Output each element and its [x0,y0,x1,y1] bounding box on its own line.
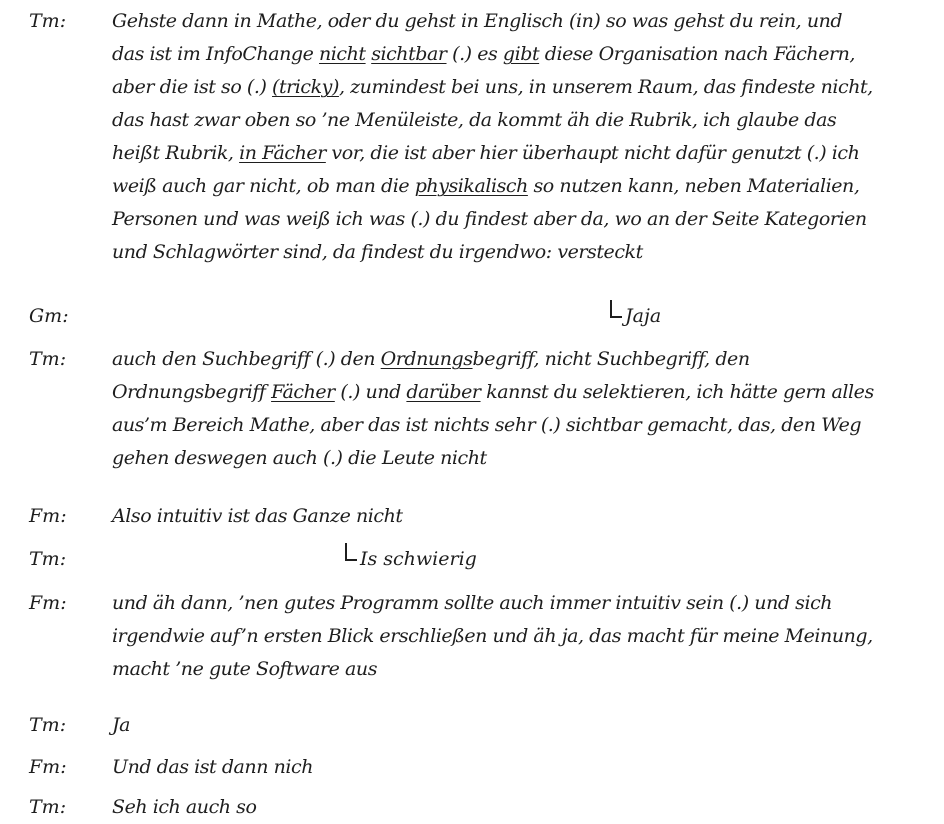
text-segment: Ja [112,714,131,736]
transcript-line [112,137,936,170]
text-segment: und Schlagwörter sind, da findest du irgendwo: versteckt [112,241,643,263]
transcript-line [112,376,936,409]
text-segment: vor, die ist aber hier überhaupt nicht dafür genutzt (.) ich [325,142,860,164]
text-segment: kannst du selektieren, ich hätte gern alles [480,381,874,403]
transcript-line [112,236,936,269]
utterance [112,709,936,742]
text-segment: Also intuitiv ist das Ganze nicht [112,505,403,527]
overlap-text: Jaja [625,305,662,327]
text-segment: macht ’ne gute Software aus [112,658,378,680]
overlap-utterance [610,300,661,333]
transcript-line [112,751,936,784]
overlap-utterance [345,543,477,576]
emphasized-text: nicht [319,43,366,65]
text-segment: gehen deswegen auch (.) die Leute nicht [112,447,487,469]
emphasized-text: in Fächer [239,142,326,164]
speaker-label: Tm: [29,10,67,32]
transcript-line [112,653,936,686]
transcript-line [112,170,936,203]
speaker-label: Tm: [29,796,67,818]
text-segment: auch den Suchbegriff (.) den [112,348,381,370]
emphasized-text: Fächer [271,381,335,403]
utterance [112,5,936,269]
text-segment: und äh dann, ’nen gutes Programm sollte auch immer intuitiv sein (.) und sich [112,592,833,614]
speaker-label: Fm: [29,756,67,778]
transcript-line [112,587,936,620]
text-segment: (.) und [334,381,407,403]
text-segment: , zumindest bei uns, in unserem Raum, das findeste nicht, [338,76,873,98]
speaker-label: Fm: [29,592,67,614]
emphasized-text: (tricky) [272,76,339,98]
text-segment: Gehste dann in Mathe, oder du gehst in Englisch (in) so was gehst du rein, und [112,10,843,32]
transcript-line [112,71,936,104]
text-segment: das hast zwar oben so ’ne Menüleiste, da kommt äh die Rubrik, ich glaube das [112,109,837,131]
transcript-line [112,620,936,653]
overlap-text: Is schwierig [360,548,477,570]
text-segment: irgendwie auf’n ersten Blick erschließen und äh ja, das macht für meine Meinung, [112,625,873,647]
utterance [112,343,936,475]
text-segment: das ist im InfoChange [112,43,320,65]
speaker-label: Tm: [29,348,67,370]
text-segment: aber die ist so (.) [112,76,273,98]
transcript-line [112,104,936,137]
text-segment: Personen und was weiß ich was (.) du findest aber da, wo an der Seite Kategorien [112,208,867,230]
text-segment: heißt Rubrik, [112,142,240,164]
speaker-label: Tm: [29,714,67,736]
transcript-line [112,442,936,475]
text-segment: Ordnungsbegriff [112,381,272,403]
transcript-line [112,38,936,71]
utterance [112,500,936,533]
text-segment: (.) es [446,43,503,65]
transcript-line [112,343,936,376]
text-segment: aus’m Bereich Mathe, aber das ist nichts sehr (.) sichtbar gemacht, das, den Weg [112,414,862,436]
transcript-line [112,500,936,533]
speaker-label: Gm: [29,305,69,327]
emphasized-text: gibt [502,43,540,65]
transcript-line [112,791,936,824]
emphasized-text: darüber [406,381,481,403]
speaker-label: Tm: [29,548,67,570]
text-segment: begriff, nicht Suchbegriff, den [472,348,750,370]
transcript-line [112,709,936,742]
text-segment: Und das ist dann nich [112,756,313,778]
overlap-bracket-icon [345,543,357,561]
transcript-line [112,5,936,38]
text-segment: so nutzen kann, neben Materialien, [527,175,860,197]
utterance [112,791,936,824]
emphasized-text: Ordnungs [380,348,473,370]
emphasized-text: physikalisch [414,175,528,197]
text-segment: weiß auch gar nicht, ob man die [112,175,415,197]
transcript-line [112,203,936,236]
overlap-bracket-icon [610,300,622,318]
text-segment: diese Organisation nach Fächern, [539,43,856,65]
text-segment: Seh ich auch so [112,796,257,818]
emphasized-text: sichtbar [371,43,447,65]
speaker-label: Fm: [29,505,67,527]
utterance [112,587,936,686]
transcript-line [112,409,936,442]
utterance [112,751,936,784]
